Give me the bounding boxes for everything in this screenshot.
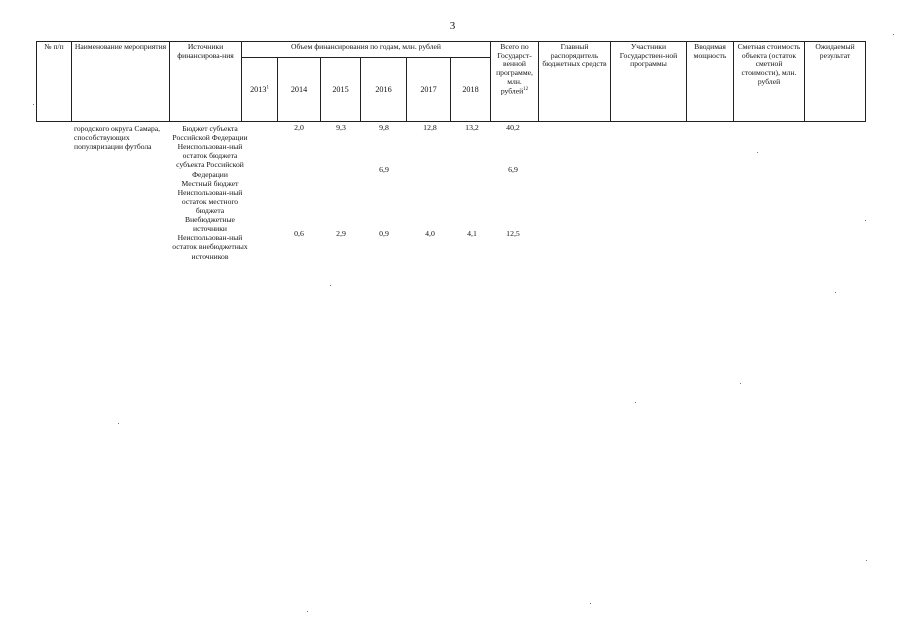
regional-2015: 9,3 — [336, 123, 346, 132]
activity-text: городского округа Самара, способствующих популяризации футбола — [74, 124, 161, 152]
scan-speck — [835, 292, 836, 293]
regional-2016: 9,8 — [379, 123, 389, 132]
scan-speck — [635, 402, 636, 403]
page-number: 3 — [449, 20, 456, 32]
header-year-2013: 2013$^1$ — [242, 58, 278, 122]
regional-2018: 13,2 — [465, 123, 479, 132]
header-no: № п/п — [37, 42, 72, 122]
local-2018: 4,1 — [467, 229, 477, 238]
header-sources: Источники финансирова-ния — [170, 42, 242, 122]
scan-speck — [893, 34, 894, 35]
source-extrabudgetary-remainder: Неиспользован-ный остаток внебюджетных источников — [172, 233, 248, 261]
regional-2014: 2,0 — [294, 123, 304, 132]
sources-column — [170, 124, 250, 261]
regional-remainder-2016: 6,9 — [379, 165, 389, 174]
regional-remainder-total: 6,9 — [508, 165, 518, 174]
scan-speck — [757, 152, 758, 153]
header-year-2015: 2015 — [321, 58, 361, 122]
table-header — [36, 41, 866, 122]
scan-speck — [33, 104, 34, 105]
header-year-2017: 2017 — [407, 58, 451, 122]
source-regional-remainder: Неиспользован-ный остаток бюджета субъекта Российской Федерации — [176, 142, 244, 179]
header-year-2014: 2014 — [278, 58, 321, 122]
scan-speck — [590, 603, 591, 604]
header-year-2018: 2018 — [451, 58, 491, 122]
source-extrabudgetary: Внебюджетные источники — [185, 215, 235, 234]
header-funding: Объем финансирования по годам, млн. рублей — [242, 42, 491, 58]
header-capacity: Вводимая мощность — [687, 42, 734, 122]
scan-speck — [865, 220, 866, 221]
header-year-2016: 2016 — [361, 58, 407, 122]
header-participants: Участники Государствен-ной программы — [611, 42, 687, 122]
header-manager: Главный распорядитель бюджетных средств — [539, 42, 611, 122]
header-result: Ожидаемый результат — [805, 42, 866, 122]
scan-speck — [740, 383, 741, 384]
scan-speck — [118, 423, 119, 424]
scan-speck — [866, 560, 867, 561]
header-total: Всего по Государст-венной программе, млн. рублей$^{12}$ — [491, 42, 539, 122]
header-activity: Наименование мероприятия — [72, 42, 170, 122]
source-regional-budget: Бюджет субъекта Российской Федерации — [172, 124, 248, 143]
regional-total: 40,2 — [506, 123, 520, 132]
local-total: 12,5 — [506, 229, 520, 238]
local-2016: 0,9 — [379, 229, 389, 238]
source-local-budget: Местный бюджет — [181, 178, 239, 188]
regional-2017: 12,8 — [423, 123, 437, 132]
header-estimate: Сметная стоимость объекта (остаток сметной стоимости), млн. рублей — [734, 42, 805, 122]
local-2014: 0,6 — [294, 229, 304, 238]
scan-speck — [330, 285, 331, 286]
source-local-remainder: Неиспользован-ный остаток местного бюджета — [177, 187, 243, 215]
scan-speck — [307, 611, 308, 612]
local-2017: 4,0 — [425, 229, 435, 238]
local-2015: 2,9 — [336, 229, 346, 238]
